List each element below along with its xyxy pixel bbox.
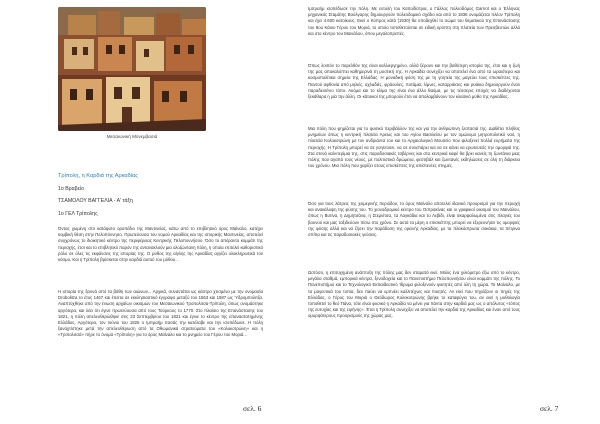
award-label: 1ο Βραβείο	[58, 186, 84, 192]
article-title: Τρίπολη, η Καρδιά της Αρκαδίας	[58, 173, 138, 179]
body-paragraph: Ωστόσο, η επιτυχημένη ανάπτυξη της πόλης μας δεν σταματά εκεί. Μόλις ένα χιλιόμετρο έξω από το κέντρο, μεγάλα σταθμά, εμπορικά κέντρα, ξενοδοχεία και το Πανεπιστήμιο Πελοποννήσου είναι κομμάτι της πόλης. Το Πανεπιστήμιο και το Τεχνολογικό Εκπαιδευτικό Ίδρυμα φιλοξενούν φοιτητές από όλη τη χώρα. Το Μαίναλο, με τα μαγευτικά του τοπία, δεν παύει να εμπνέει καλλιτέχνες και ποιητές. Αν εκεί που πηγάζουν οι πηγές της Ελλάδας, ο Γέρος του Μοριά ο Θεόδωρος Κολοκοτρώνης βρήκε το καταφύγιο του, αν εκεί η μυθολογία τοποθετεί το θεό Πάνα, τότε είναι φυσικό η Αρκαδία να μένει για πάντα στην καρδιά μας ως ο απόλυτος «τόπος της ευτυχίας και της ειρήνης». Έτσι η Τρίπολη συνεχίζει να αποτελεί την καρδιά της Αρκαδίας και έναν από τους ομορφότερους προορισμούς της χώρας μας.	[308, 270, 520, 319]
monemvasia-painting	[58, 7, 206, 131]
page-number: σελ. 7	[540, 404, 559, 413]
author-label: ΤΣΑΜΟΛΟΥ ΒΑΓΓΕΛΙΑ - Α' τάξη	[58, 198, 133, 204]
body-paragraph: Ιμπραήμ ισοπέδωσε την πόλη. Με εντολή του Καποδίστρια, ο Γάλλος πολεοδόμος Garnot και ο Έλληνας μηχανικός Σταμάτης Βούλγαρης δημιουργούν πολεοδομικό σχέδιο και από το 1836 ονομάζεται πλέον Τρίπολη και έχει 4.600 κατοίκους. Εκεί ο Κύπρος κατά (1930) θα υποδεχθεί το σώμα του θεματικού της Επανάστασης του 8ou Κάιου Γέρου του Μοριά, το οποίο τοποθετούνται σε ειδική κρύπτη στη πλατεία των Πρεσβευτών αλλά και στο κέντρο του Μαινάλου, όπου μεγαλοπρεπές.	[308, 6, 520, 36]
right-page	[300, 0, 600, 424]
school-label: 1ο ΓΕΛ Τρίπολης	[58, 211, 98, 217]
body-paragraph: Όπως λοιπόν το παρελθόν της είναι καλλιεργημένο, αλλά ξέρουν και την βαθύτερη ιστορία της, έτσι και η ζωή της μας αποκαλύπτει καθημερινά τη μυστική της. Η Αρκαδία συνεχίζει να αποτελεί ένα από τα ωραιότερα και κοσμοπολίτικα σημεία της Ελλάδας. Η μοναδική φύση της με τη γοητεία της μαγεύει τους επισκέπτες της. Παντού αφθονία από μηλιές, αχλαδιές, φράουλες, ποτάμια, λίμνες, καταρράκτες και ρυάκια δημιουργούν έναν παραδεισένιο τόπο. Ακόμα και το κλίμα της είναι ένα άλλο θαύμα, με τις τέσσερις εποχές να διαδέχονται ξεκάθαρα η μία την άλλη. Οι κάτοικοί της μπορούν έτσι να απολαμβάνουν τον κλασικό μύθο της Αρκαδίας.	[308, 63, 520, 100]
body-paragraph: Η ιστορία της ξεκινά από τα βάθη των αιώνων... Αρχικά, συναντάται ως κάστρο χτισμένο με την ονομασία Drobolitza το έτος 1467 και έπειτα σε εκκλησιαστικό έγγραφο μεταξύ του 1563 και 1587 ως Ύδρομπολιτζα. Αναπτύχθηκε από την ένωση αρχαίων οικισμών του Μεσαιωνικού Τροπολιτσα-Τρίπολη, όπως ονομάστηκε αργότερα, και λέει ότι έγινε πρωτεύουσα από τους Τούρκους το 1770. Στο πλαίσιο της Επανάστασης του 1821, η πόλη απελευθερώθηκε στις 23 Σεπτεμβρίου του 1821 και έγινε το κέντρο της επαναστατημένης Ελλάδας. Αργότερα, τον Ιούνιο του 1825 ο Ιμπραήμ πασάς την κατέλαβε και την ισοπέδωσε. Η πόλη ξαναχτίστηκε μετά την απελευθέρωση από τα Οθωμανικά στρατεύματα του «Κολοκοτρώνη» και η «Τριπολιτσά» πήρε το όνομα «Τρίπολη» για το όρος Μαίναλο και το μνημείο του Γέρου του Μοριά...	[58, 289, 263, 338]
body-paragraph: Μια πόλη που φημίζεται για το φυσικό περιβάλλον της και για την ανθρώπινη ζεστασιά της. Διαθέτει πλήθος μνημείων όπως η κεντρική πλατεία Άρεως και του Αγίου Βασιλείου με τον ομώνυμο μητροπολιτικό ναό, η πλατεία Κολοκοτρώνη με τον ανδριάντα του και το Αρχαιολογικό Μουσείο που φιλοξενεί πολλά ευρήματα της περιοχής. Η Τρίπολη μπορεί να σε γοητεύσει, να σε συνεπάρει και να σε κάνει να ερωτευτείς την ομορφιά της. Στα στενά καλντερίμια της, στις παραδοσιακές ταβέρνες και στα κεντρικά καφέ θα βρει κανείς τη ζωντάνια μιας πόλης που αγαπά τους νέους, με πολιτιστικά δρώμενα, φεστιβάλ και ζωντανές εκδηλώσεις σε όλη τη διάρκεια του χρόνου. Μια πόλη που χαρίζει στους επισκέπτες της απίστευτες στιγμές.	[308, 126, 520, 169]
body-paragraph: Όντας χωμένη στο κατάφυτο οροπέδιο της Μαντινείας, κάτω από το επιβλητικό όρος Μαίναλο, κατέχει κομβική θέση στην Πελοπόννησο. Πρωτεύουσα του νομού Αρκαδίας και της ιστορικής Μαντινείας, αποτελεί συγχρόνως το διοικητικό κέντρο της περιφέρειας Κεντρικής Πελοποννήσου. Όσο το απέραντο κομμάτι της περιοχής, έτσι και το επιβλητικό παρόν της αντανακλούν μια ολοζώντανη πόλη, η οποία επιτελεί καθοριστικό ρόλο σε όλες τις εκφάνσεις της ιστορίας της. Ο μύθος της αίγλης της Αρκαδίας αγγίζει ολοκληρωτικά τον κόσμο. Και η Τρίπολη βρίσκεται στην καρδιά αυτού του μύθου...	[58, 226, 263, 263]
image-caption: Μεσαιωνική Μονεμβασιά	[106, 134, 158, 139]
body-paragraph: Όσο για τους λάτρεις της χειμερινής περιόδου, το όρος Μαίναλο αποτελεί ιδανικό προορισμό για την περιοχή και ανακάλυψη της φύσης του. Το χιονοδρομικό κέντρο του Οστρακίνας και οι γραφικοί οικισμοί του Μαινάλου, όπως η Βυτίνα, η Δημητσάνα, η Στεμνίτσα, τα Λαγκάδια και το Λεβίδι, είναι σκαρφαλωμένα στις πλαγιές του βουνού και μας ταξιδεύουν πίσω στο χρόνο. Σε αυτά τα μέρη ο επισκέπτης μπορεί να εξερευνήσει τις ομορφιές της φύσης αλλά και να ζήσει την παράδοση της ορεινής Αρκαδίας, με τα πλακόστρωτα σοκάκια, τα πέτρινα σπίτια και τις παραδοσιακές γεύσεις.	[308, 201, 520, 238]
page-number: σελ. 6	[243, 404, 262, 413]
